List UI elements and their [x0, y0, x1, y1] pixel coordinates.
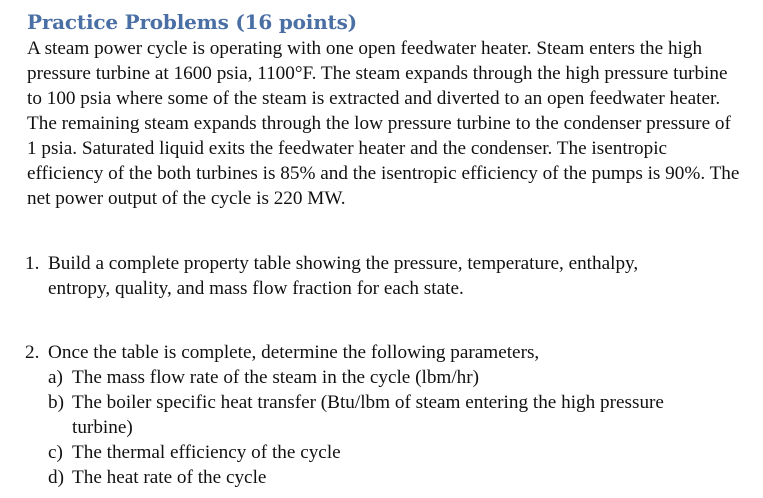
sub-question-b — [48, 390, 715, 440]
question-2 — [25, 340, 715, 490]
question-text: Once the table is complete, determine the following parameters, — [48, 342, 540, 363]
question-1 — [25, 251, 705, 301]
sub-question-text: The thermal efficiency of the cycle — [72, 442, 341, 463]
sub-question-c — [48, 440, 715, 465]
page-title: Practice Problems (16 points) — [27, 10, 357, 34]
sub-question-text: The boiler specific heat transfer (Btu/lbm of steam entering the high pressure turbine) — [72, 392, 664, 438]
question-text: Build a complete property table showing the pressure, temperature, enthalpy, entropy, quality, and mass flow fraction for each state. — [48, 253, 639, 299]
sub-question-a — [48, 365, 715, 390]
problem-statement: A steam power cycle is operating with one open feedwater heater. Steam enters the high pressure turbine at 1600 psia, 1100°F. The steam expands through the high pressure turbine to 100 psia where some of the steam is extracted and diverted to an open feedwater heater. The remaining steam expands through the low pressure turbine to the condenser pressure of 1 psia. Saturated liquid exits the feedwater heater and the condenser. The isentropic efficiency of the both turbines is 85% and the isentropic efficiency of the pumps is 90%. The net power output of the cycle is 220 MW. — [27, 38, 740, 209]
sub-question-label: d) — [48, 467, 64, 488]
sub-question-d — [48, 465, 715, 490]
sub-question-label: c) — [48, 442, 63, 463]
sub-question-label: a) — [48, 367, 63, 388]
question-number: 2. — [25, 342, 40, 363]
sub-question-text: The heat rate of the cycle — [72, 467, 267, 488]
document — [27, 8, 747, 211]
sub-question-text: The mass flow rate of the steam in the cycle (lbm/hr) — [72, 367, 480, 388]
sub-question-label: b) — [48, 392, 64, 413]
question-number: 1. — [25, 253, 40, 274]
